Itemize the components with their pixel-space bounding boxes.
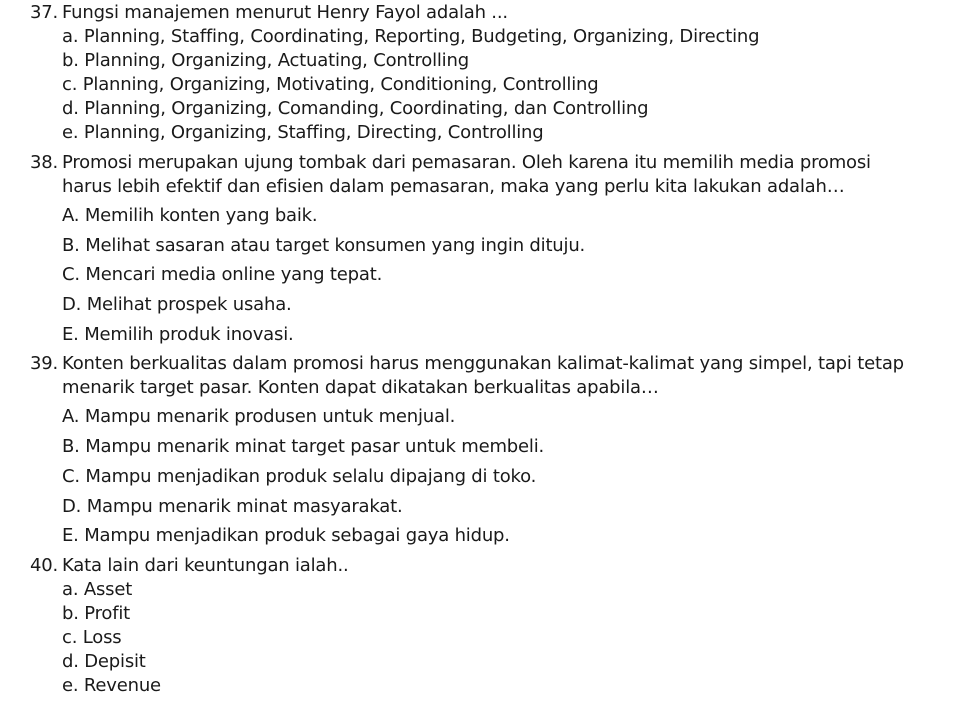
option-c: c. Loss [62, 627, 122, 648]
option-b: b. Profit [62, 603, 131, 624]
option-d: D. Mampu menarik minat masyarakat. [62, 496, 403, 517]
question-number: 39. [30, 353, 59, 374]
option-e: e. Revenue [62, 675, 161, 696]
option-d: d. Depisit [62, 651, 146, 672]
option-e: E. Mampu menjadikan produk sebagai gaya hidup. [62, 525, 510, 546]
question-number: 40. [30, 555, 59, 576]
question-text-line-2: harus lebih efektif dan efisien dalam pemasaran, maka yang perlu kita lakukan adalah… [62, 176, 845, 197]
question-number: 37. [30, 2, 59, 23]
option-e: e. Planning, Organizing, Staffing, Directing, Controlling [62, 122, 544, 143]
option-a: a. Asset [62, 579, 133, 600]
option-a: A. Memilih konten yang baik. [62, 205, 318, 226]
option-a: a. Planning, Staffing, Coordinating, Reporting, Budgeting, Organizing, Directing [62, 26, 760, 47]
option-b: b. Planning, Organizing, Actuating, Controlling [62, 50, 469, 71]
option-c: c. Planning, Organizing, Motivating, Conditioning, Controlling [62, 74, 599, 95]
option-d: D. Melihat prospek usaha. [62, 294, 292, 315]
option-d: d. Planning, Organizing, Comanding, Coordinating, dan Controlling [62, 98, 649, 119]
question-text-line-1: Promosi merupakan ujung tombak dari pemasaran. Oleh karena itu memilih media promosi [62, 152, 871, 173]
question-text-line-1: Konten berkualitas dalam promosi harus menggunakan kalimat-kalimat yang simpel, tapi tetap [62, 353, 904, 374]
question-text-line-2: menarik target pasar. Konten dapat dikatakan berkualitas apabila… [62, 377, 659, 398]
question-text: Fungsi manajemen menurut Henry Fayol adalah ... [62, 2, 508, 23]
option-c: C. Mencari media online yang tepat. [62, 264, 383, 285]
option-a: A. Mampu menarik produsen untuk menjual. [62, 406, 456, 427]
option-e: E. Memilih produk inovasi. [62, 324, 294, 345]
question-number: 38. [30, 152, 59, 173]
option-b: B. Mampu menarik minat target pasar untuk membeli. [62, 436, 545, 457]
option-b: B. Melihat sasaran atau target konsumen yang ingin dituju. [62, 235, 586, 256]
option-c: C. Mampu menjadikan produk selalu dipajang di toko. [62, 466, 537, 487]
question-text: Kata lain dari keuntungan ialah.. [62, 555, 349, 576]
